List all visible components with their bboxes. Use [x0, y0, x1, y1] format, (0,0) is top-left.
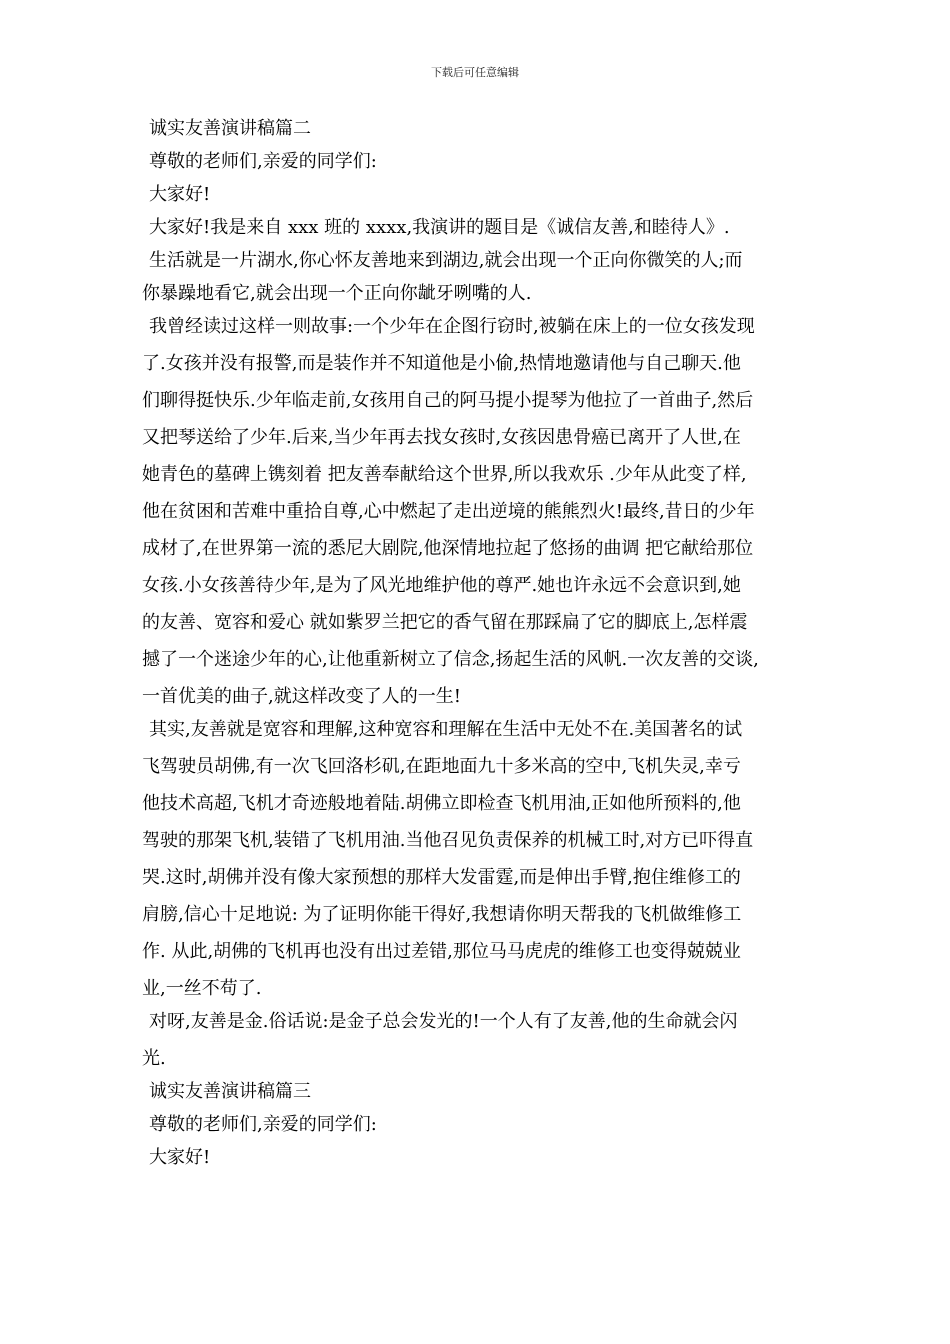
paragraph-line: 了.女孩并没有报警,而是装作并不知道他是小偷,热情地邀请他与自己聊天.他 [142, 353, 741, 374]
paragraph-line: 其实,友善就是宽容和理解,这种宽容和理解在生活中无处不在.美国著名的试 [149, 719, 743, 740]
paragraph-line: 一首优美的曲子,就这样改变了人的一生! [142, 686, 461, 707]
paragraph-line: 你暴躁地看它,就会出现一个正向你龇牙咧嘴的人. [142, 283, 532, 304]
paragraph-line: 大家好!我是来自 xxx 班的 xxxx,我演讲的题目是《诚信友善,和睦待人》. [149, 217, 730, 238]
paragraph-line: 我曾经读过这样一则故事:一个少年在企图行窃时,被躺在床上的一位女孩发现 [149, 316, 755, 337]
greeting: 大家好! [149, 184, 211, 205]
greeting: 大家好! [149, 1147, 211, 1168]
paragraph-line: 又把琴送给了少年.后来,当少年再去找女孩时,女孩因患骨癌已离开了人世,在 [142, 427, 741, 448]
paragraph-line: 的友善、宽容和爱心 就如紫罗兰把它的香气留在那踩扁了它的脚底上,怎样震 [142, 612, 748, 633]
document-body [142, 118, 812, 1169]
paragraph-line: 撼了一个迷途少年的心,让他重新树立了信念,扬起生活的风帆.一次友善的交谈, [142, 649, 759, 670]
paragraph-line: 她青色的墓碑上镌刻着 把友善奉献给这个世界,所以我欢乐 .少年从此变了样, [142, 464, 747, 485]
paragraph-line: 们聊得挺快乐.少年临走前,女孩用自己的阿马提小提琴为他拉了一首曲子,然后 [142, 390, 754, 411]
paragraph-line: 驾驶的那架飞机,装错了飞机用油.当他召见负责保养的机械工时,对方已吓得直 [142, 830, 754, 851]
page-header-note: 下载后可任意编辑 [431, 66, 519, 79]
paragraph-line: 业,一丝不苟了. [142, 978, 262, 999]
paragraph-line: 肩膀,信心十足地说: 为了证明你能干得好,我想请你明天帮我的飞机做维修工 [142, 904, 742, 925]
paragraph-line: 对呀,友善是金.俗话说:是金子总会发光的!一个人有了友善,他的生命就会闪 [149, 1011, 738, 1032]
paragraph-line: 女孩.小女孩善待少年,是为了风光地维护他的尊严.她也许永远不会意识到,她 [142, 575, 741, 596]
paragraph-line: 他在贫困和苦难中重拾自尊,心中燃起了走出逆境的熊熊烈火!最终,昔日的少年 [142, 501, 755, 522]
section-title: 诚实友善演讲稿篇二 [149, 118, 311, 139]
salutation: 尊敬的老师们,亲爱的同学们: [149, 1114, 377, 1135]
paragraph-line: 作. 从此,胡佛的飞机再也没有出过差错,那位马马虎虎的维修工也变得兢兢业 [142, 941, 741, 962]
paragraph-line: 他技术高超,飞机才奇迹般地着陆.胡佛立即检查飞机用油,正如他所预料的,他 [142, 793, 741, 814]
paragraph-line: 哭.这时,胡佛并没有像大家预想的那样大发雷霆,而是伸出手臂,抱住维修工的 [142, 867, 741, 888]
paragraph-line: 成材了,在世界第一流的悉尼大剧院,他深情地拉起了悠扬的曲调 把它献给那位 [142, 538, 754, 559]
paragraph-line: 生活就是一片湖水,你心怀友善地来到湖边,就会出现一个正向你微笑的人;而 [149, 250, 743, 271]
salutation: 尊敬的老师们,亲爱的同学们: [149, 151, 377, 172]
section-title: 诚实友善演讲稿篇三 [149, 1081, 311, 1102]
paragraph-line: 光. [142, 1048, 166, 1069]
paragraph-line: 飞驾驶员胡佛,有一次飞回洛杉矶,在距地面九十多米高的空中,飞机失灵,幸亏 [142, 756, 741, 777]
